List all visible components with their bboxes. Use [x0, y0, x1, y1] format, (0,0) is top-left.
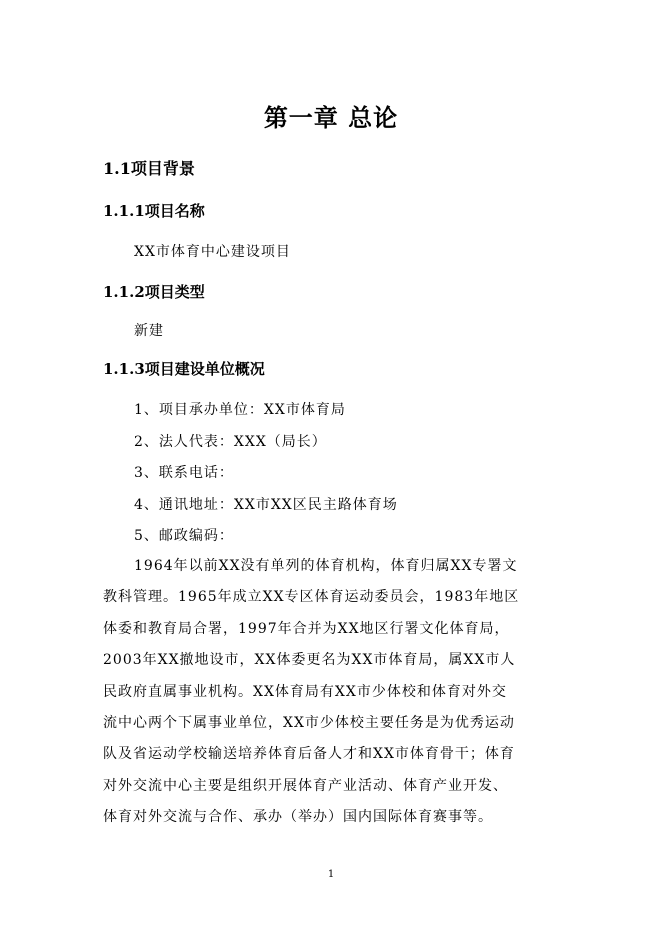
- unit-info-item: 5、邮政编码：: [134, 528, 234, 544]
- section-heading-1-1: 1.1项目背景: [103, 159, 195, 178]
- page-number: 1: [327, 869, 335, 880]
- paragraph-line: 教科管理。1965年成立XX专区体育运动委员会，1983年地区: [103, 589, 520, 606]
- paragraph-line: 队及省运动学校输送培养体育后备人才和XX市体育骨干；体育: [103, 746, 515, 763]
- chapter-title: 第一章 总论: [263, 103, 399, 132]
- paragraph-line: 体委和教育局合署，1997年合并为XX地区行署文化体育局，: [103, 620, 510, 637]
- paragraph-line: 体育对外交流与合作、承办（举办）国内国际体育赛事等。: [103, 809, 493, 826]
- section-heading-1-1-1: 1.1.1项目名称: [103, 202, 205, 220]
- unit-info-item: 4、通讯地址：XX市XX区民主路体育场: [134, 497, 398, 513]
- unit-info-item: 1、项目承办单位：XX市体育局: [134, 402, 346, 418]
- paragraph-line: 民政府直属事业机构。XX体育局有XX市少体校和体育对外交: [103, 683, 507, 700]
- background-paragraph: [103, 551, 543, 834]
- section-heading-1-1-3: 1.1.3项目建设单位概况: [103, 360, 265, 378]
- section-heading-1-1-2: 1.1.2项目类型: [103, 283, 205, 301]
- paragraph-line: 对外交流中心主要是组织开展体育产业活动、体育产业开发、: [103, 777, 508, 794]
- unit-info-item: 3、联系电话：: [134, 465, 234, 481]
- paragraph-line: 流中心两个下属事业单位，XX市少体校主要任务是为优秀运动: [103, 715, 515, 732]
- paragraph-line: 1964年以前XX没有单列的体育机构，体育归属XX专署文: [134, 558, 518, 574]
- project-type: 新建: [134, 323, 164, 339]
- project-name: XX市体育中心建设项目: [134, 244, 291, 260]
- paragraph-line: 2003年XX撤地设市，XX体委更名为XX市体育局，属XX市人: [103, 652, 516, 669]
- unit-info-item: 2、法人代表：XXX（局长）: [134, 434, 327, 450]
